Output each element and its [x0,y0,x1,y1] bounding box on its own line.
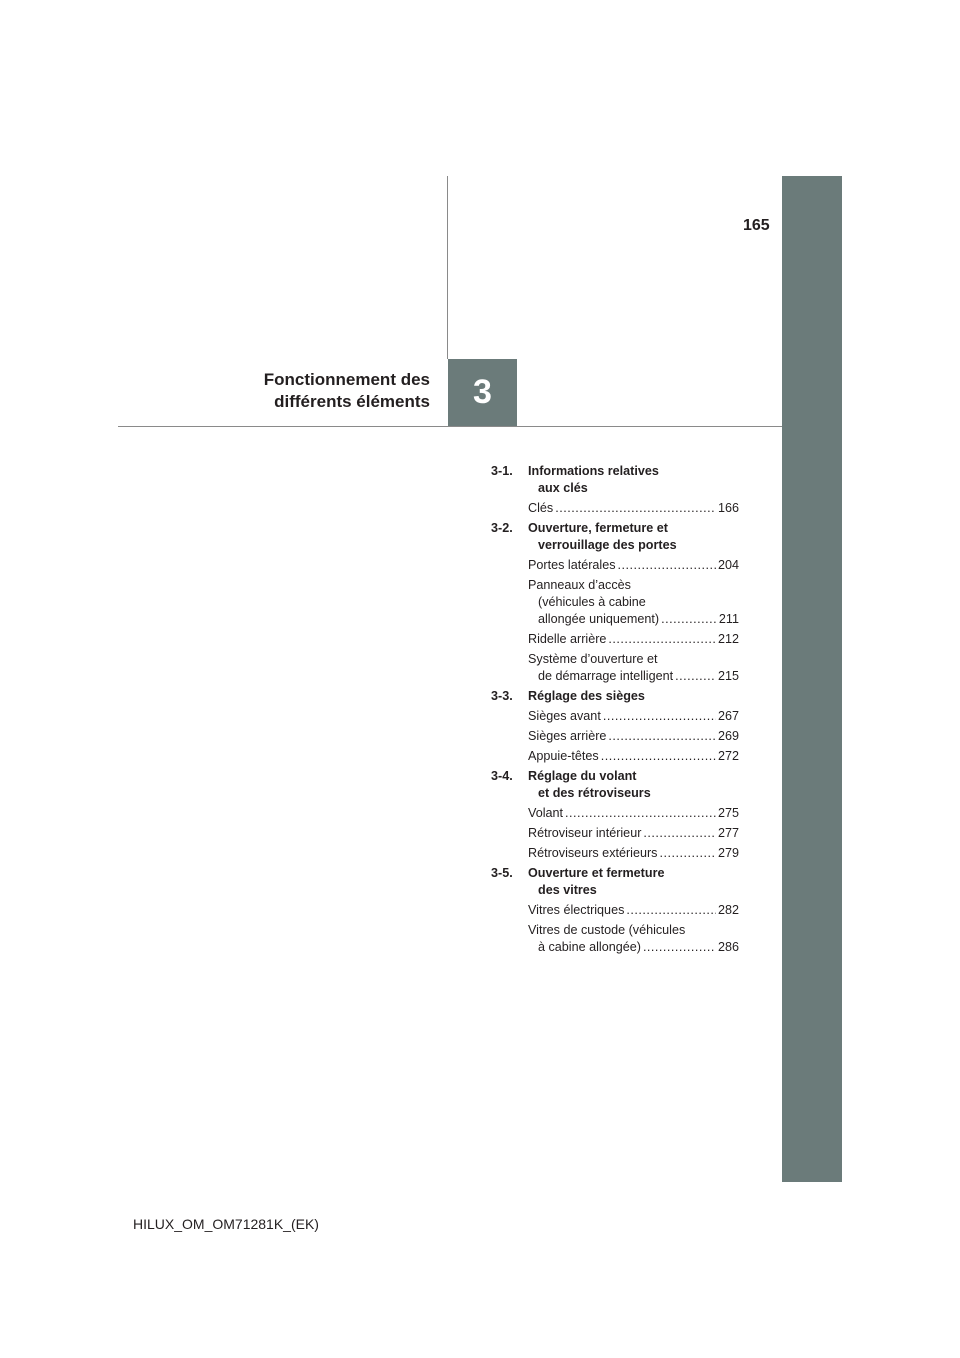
toc-section-title-line: Ouverture et fermeture [528,866,665,880]
toc-entry-label: Volant [528,806,564,820]
document-code-footer: HILUX_OM_OM71281K_(EK) [133,1216,319,1232]
toc-section-number: 3-4. [491,769,513,783]
chapter-title [264,369,430,413]
toc-entry-line [528,748,739,765]
dot-leader [643,825,716,842]
toc-entry-page: 275 [717,806,739,820]
toc-entry-label: Sièges arrière [528,729,607,743]
toc-section-title [528,520,739,554]
toc-entry-page: 269 [717,729,739,743]
toc-entry[interactable] [528,631,739,648]
toc-entry-line [528,939,739,956]
toc-section-number: 3-1. [491,464,513,478]
toc-entry-page: 286 [717,940,739,954]
chapter-number-box: 3 [448,359,517,426]
toc-entry-label: Clés [528,501,554,515]
toc-entry[interactable] [528,748,739,765]
toc-entry[interactable] [528,708,739,725]
toc-entry[interactable] [528,922,739,956]
dot-leader [661,611,717,628]
toc-entry-line [528,500,739,517]
toc-section-number: 3-3. [491,689,513,703]
toc-section[interactable] [491,520,739,554]
dot-leader [643,939,716,956]
toc-entry-label: Portes latérales [528,558,616,572]
toc-section-title-line: des vitres [538,883,597,897]
toc-entry-page: 215 [717,669,739,683]
toc-section-title [528,865,739,899]
dot-leader [659,845,716,862]
toc-entry-line [528,557,739,574]
toc-entry-label: Vitres de custode (véhicules [528,923,686,937]
toc-entry-label: Ridelle arrière [528,632,607,646]
toc-entry-page: 166 [717,501,739,515]
toc-section-title-line: et des rétroviseurs [538,786,651,800]
toc-entry-line [528,845,739,862]
toc-entry-label: Rétroviseur intérieur [528,826,642,840]
toc-section-title-line: verrouillage des portes [538,538,677,552]
toc-entry-page: 267 [717,709,739,723]
toc-entry-label: (véhicules à cabine [538,595,646,609]
toc-section-title-line: aux clés [538,481,588,495]
toc-entry-line [528,728,739,745]
toc-entry-page: 212 [717,632,739,646]
dot-leader [626,902,716,919]
toc-entry-page: 282 [717,903,739,917]
toc-entry[interactable] [528,651,739,685]
toc-section-title [528,688,739,705]
toc-entry[interactable] [528,902,739,919]
toc-entry-page: 277 [717,826,739,840]
toc-section[interactable] [491,463,739,497]
toc-entry-line [528,611,739,628]
toc-entry-label: Appuie-têtes [528,749,599,763]
toc-entry-page: 211 [718,612,739,626]
toc-entry-line [528,631,739,648]
toc-entry-label: allongée uniquement) [538,612,660,626]
toc-entry[interactable] [528,500,739,517]
toc-entry-page: 204 [717,558,739,572]
dot-leader [601,748,716,765]
horizontal-divider [118,426,782,427]
toc-section-title [528,768,739,802]
dot-leader [603,708,716,725]
dot-leader [618,557,716,574]
toc-entry-line [528,825,739,842]
toc-entry-label: Système d’ouverture et [528,652,658,666]
page-number: 165 [743,217,770,234]
toc-entry[interactable] [528,728,739,745]
vertical-divider [447,176,448,359]
dot-leader [565,805,716,822]
toc-section-number: 3-2. [491,521,513,535]
toc-entry-line [528,805,739,822]
toc-entry[interactable] [528,845,739,862]
toc-entry-label: Vitres électriques [528,903,625,917]
toc-section[interactable] [491,865,739,899]
toc-entry-page: 279 [717,846,739,860]
toc-entry-label: Panneaux d’accès [528,578,631,592]
dot-leader [608,728,716,745]
toc-entry[interactable] [528,557,739,574]
toc-entry-page: 272 [717,749,739,763]
toc-section-title-line: Réglage des sièges [528,689,645,703]
toc-entry-line [528,668,739,685]
dot-leader [555,500,716,517]
toc-entry[interactable] [528,577,739,628]
toc-section-title [528,463,739,497]
toc-entry-label: de démarrage intelligent [538,669,674,683]
toc-section[interactable] [491,688,739,705]
toc-entry-label: à cabine allongée) [538,940,641,954]
toc-entry-label: Rétroviseurs extérieurs [528,846,658,860]
toc-section-title-line: Ouverture, fermeture et [528,521,668,535]
chapter-side-tab [782,176,842,1182]
chapter-title-line2: différents éléments [274,392,430,411]
toc-entry-line [528,708,739,725]
toc-entry[interactable] [528,825,739,842]
dot-leader [675,668,716,685]
dot-leader [608,631,716,648]
chapter-title-line1: Fonctionnement des [263,370,430,389]
table-of-contents [491,460,739,956]
toc-section[interactable] [491,768,739,802]
toc-entry[interactable] [528,805,739,822]
toc-entry-label: Sièges avant [528,709,601,723]
toc-section-number: 3-5. [491,866,513,880]
toc-section-title-line: Informations relatives [528,464,659,478]
toc-entry-line [528,902,739,919]
toc-section-title-line: Réglage du volant [528,769,637,783]
